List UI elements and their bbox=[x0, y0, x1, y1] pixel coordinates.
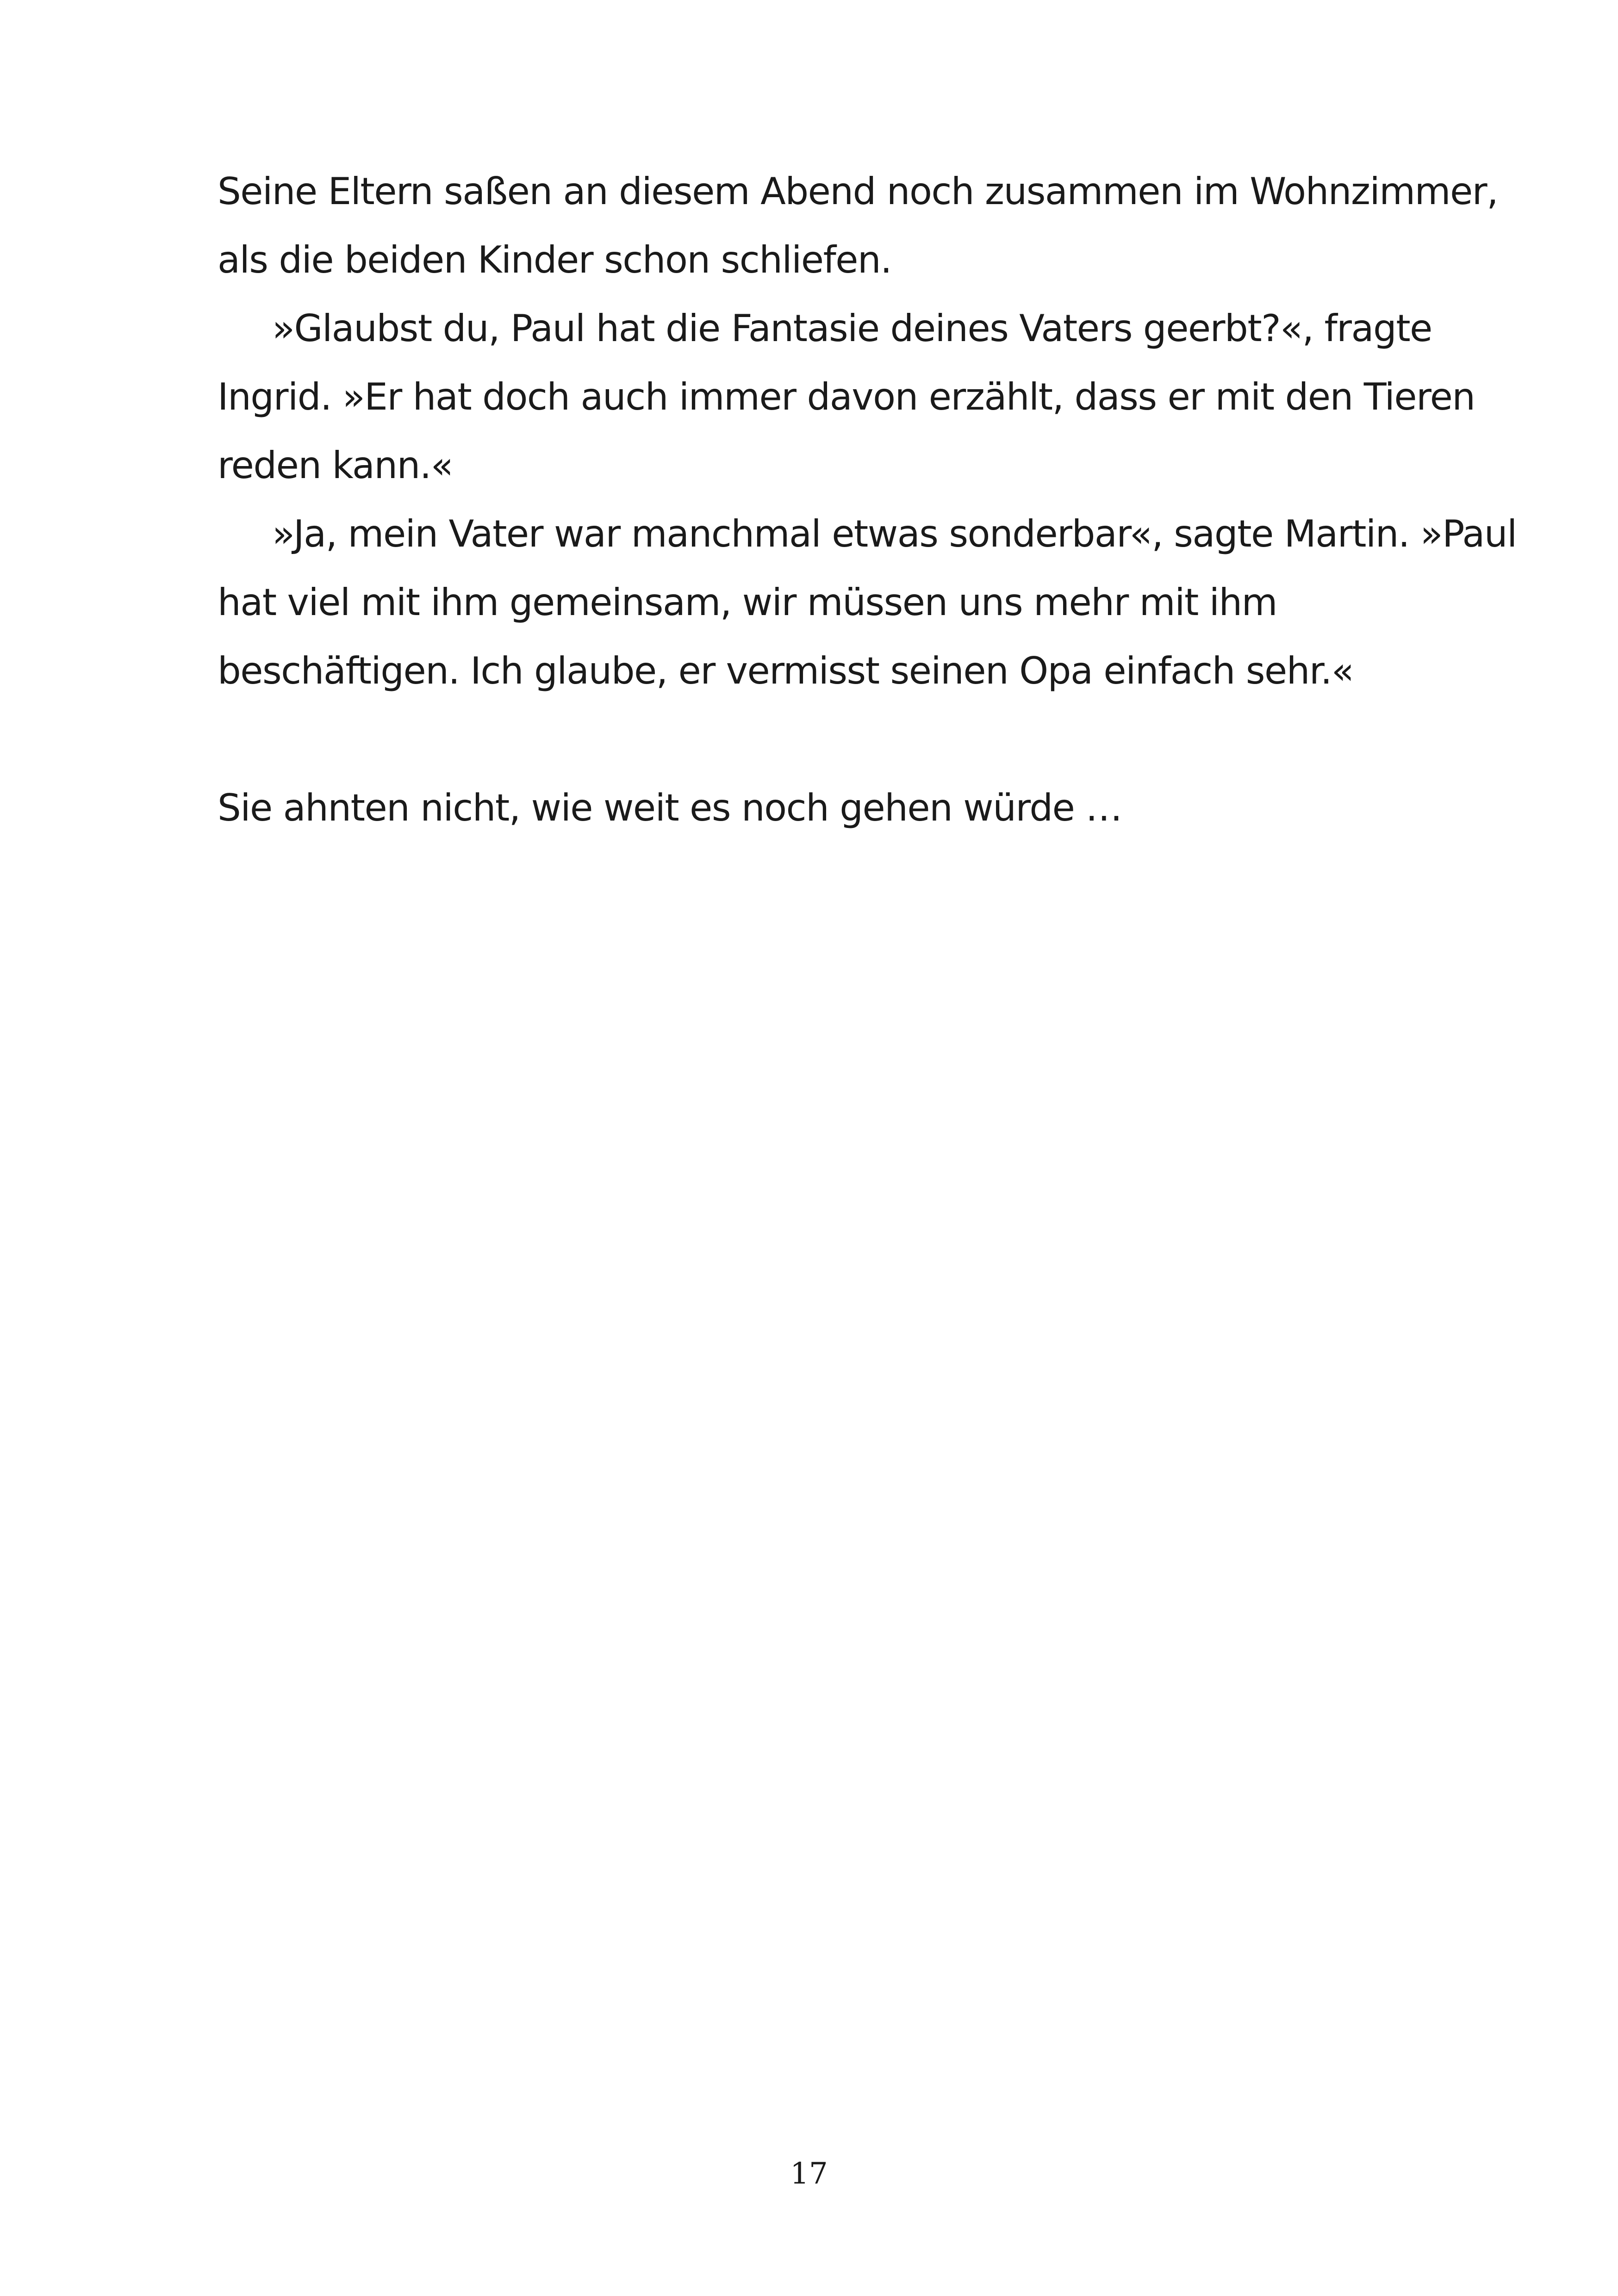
paragraph-parents-evening bbox=[218, 157, 1498, 294]
text-line: hat viel mit ihm gemeinsam, wir müssen uns mehr mit ihm bbox=[218, 581, 1277, 624]
paragraph-martin-answer bbox=[218, 500, 1517, 705]
text-line: »Glaubst du, Paul hat die Fantasie deines Vaters geerbt?«, fragte bbox=[272, 307, 1432, 350]
text-line: Sie ahnten nicht, wie weit es noch gehen würde … bbox=[218, 786, 1122, 829]
paragraph-ingrid-question bbox=[218, 294, 1486, 500]
text-line: reden kann.« bbox=[218, 444, 453, 487]
text-line: »Ja, mein Vater war manchmal etwas sonderbar«, sagte Martin. »Paul bbox=[272, 512, 1517, 555]
text-line: beschäftigen. Ich glaube, er vermisst seinen Opa einfach sehr.« bbox=[218, 649, 1354, 692]
text-line: als die beiden Kinder schon schliefen. bbox=[218, 238, 892, 281]
paragraph-closing bbox=[218, 774, 1486, 842]
text-line: Seine Eltern saßen an diesem Abend noch zusammen im Wohnzimmer, bbox=[218, 170, 1498, 213]
body-text bbox=[218, 157, 1517, 842]
text-line: Ingrid. »Er hat doch auch immer davon erzählt, dass er mit den Tieren bbox=[218, 375, 1475, 418]
paragraph-spacer bbox=[218, 705, 1486, 774]
page-number: 17 bbox=[790, 2157, 828, 2191]
